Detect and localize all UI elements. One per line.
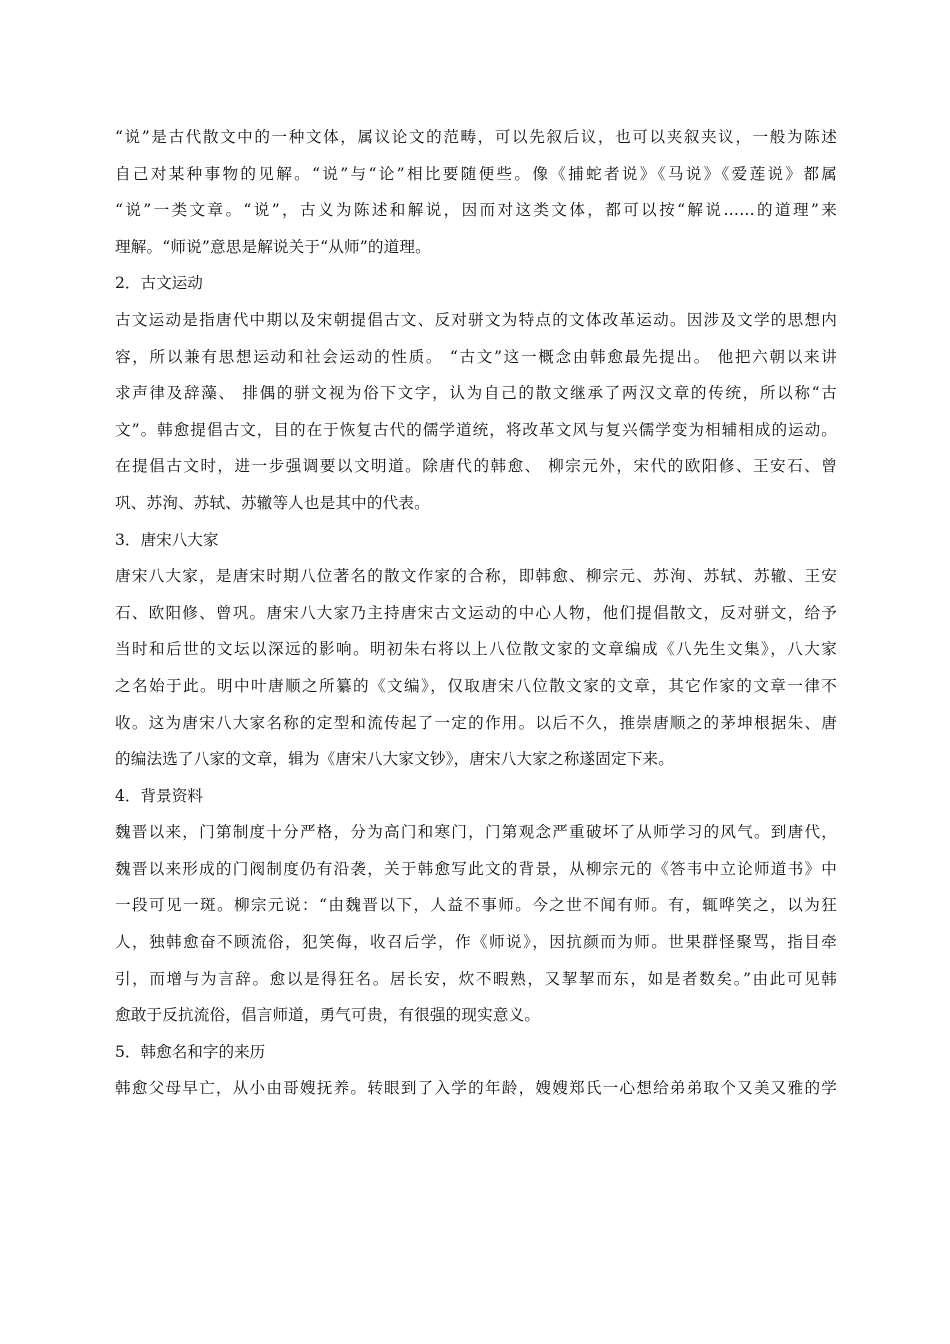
paragraph-line: 理解。“师说”意思是解说关于“从师”的道理。 <box>115 237 431 256</box>
paragraph-line: 当时和后世的文坛以深远的影响。明初朱右将以上八位散文家的文章编成《八先生文集》，八大家 <box>115 640 837 659</box>
paragraph-line: 容，所以兼有思想运动和社会运动的性质。 “古文”这一概念由韩愈最先提出。 他把六朝以来讲 <box>115 347 837 366</box>
paragraph-line: “说”是古代散文中的一种文体，属议论文的范畴，可以先叙后议，也可以夹叙夹议，一般为陈述 <box>115 128 837 146</box>
paragraph-line: 魏晋以来形成的门阀制度仍有沿袭，关于韩愈写此文的背景，从柳宗元的《答韦中立论师道书》中 <box>115 859 837 878</box>
paragraph-line: 石、欧阳修、曾巩。唐宋八大家乃主持唐宋古文运动的中心人物，他们提倡散文，反对骈文，给予 <box>115 603 837 622</box>
paragraph-line: 的编法选了八家的文章，辑为《唐宋八大家文钞》，唐宋八大家之称遂固定下来。 <box>115 750 674 769</box>
paragraph-line: 魏晋以来，门第制度十分严格，分为高门和寒门，门第观念严重破坏了从师学习的风气。到唐代， <box>115 823 837 842</box>
paragraph-line: 韩愈父母早亡，从小由哥嫂抚养。转眼到了入学的年龄，嫂嫂郑氏一心想给弟弟取个又美又雅的学 <box>115 1079 837 1098</box>
paragraph-line: 古文运动是指唐代中期以及宋朝提倡古文、反对骈文为特点的文体改革运动。因涉及文学的思想内 <box>115 310 837 329</box>
paragraph-line: 巩、苏洵、苏轼、苏辙等人也是其中的代表。 <box>115 493 430 512</box>
paragraph-line: 之名始于此。明中叶唐顺之所纂的《文编》，仅取唐宋八位散文家的文章，其它作家的文章一律不 <box>115 676 837 695</box>
paragraph-line: 收。这为唐宋八大家名称的定型和流传起了一定的作用。以后不久，推崇唐顺之的茅坤根据朱、唐 <box>115 713 837 732</box>
paragraph-line: 人，独韩愈奋不顾流俗，犯笑侮，收召后学，作《师说》，因抗颜而为师。世果群怪聚骂，指目牵 <box>115 933 837 952</box>
section-heading: 5．韩愈名和字的来历 <box>115 1042 266 1061</box>
paragraph-line: 引，而增与为言辞。愈以是得狂名。居长安，炊不暇熟，又挈挈而东，如是者数矣。”由此可见韩 <box>115 969 837 988</box>
section-heading: 2．古文运动 <box>115 274 203 293</box>
paragraph-line: 在提倡古文时，进一步强调要以文明道。除唐代的韩愈、 柳宗元外，宋代的欧阳修、王安石、曾 <box>115 457 837 476</box>
paragraph-line: 文”。韩愈提倡古文，目的在于恢复古代的儒学道统，将改革文风与复兴儒学变为相辅相成的运动。 <box>115 420 837 439</box>
section-han-yu-name <box>115 1034 837 1107</box>
paragraph-line: “说”一类文章。“说”，古义为陈述和解说，因而对这类文体，都可以按“解说……的道理”来 <box>115 201 837 220</box>
paragraph-line: 一段可见一斑。柳宗元说：“由魏晋以下，人益不事师。今之世不闻有师。有，辄哗笑之，以为狂 <box>115 896 837 915</box>
section-eight-masters <box>115 522 837 778</box>
section-shuo-definition <box>115 119 837 265</box>
section-heading: 3．唐宋八大家 <box>115 530 219 549</box>
section-background <box>115 778 837 1034</box>
section-heading: 4．背景资料 <box>115 786 203 805</box>
section-guwen-movement <box>115 265 837 521</box>
paragraph-line: 自己对某种事物的见解。“说”与“论”相比要随便些。像《捕蛇者说》《马说》《爱莲说》都属 <box>115 164 837 183</box>
document-body <box>115 119 837 1107</box>
paragraph-line: 唐宋八大家，是唐宋时期八位著名的散文作家的合称，即韩愈、柳宗元、苏洵、苏轼、苏辙、王安 <box>115 567 837 586</box>
paragraph-line: 求声律及辞藻、 排偶的骈文视为俗下文字，认为自己的散文继承了两汉文章的传统，所以称“古 <box>115 384 837 403</box>
paragraph-line: 愈敢于反抗流俗，倡言师道，勇气可贵，有很强的现实意义。 <box>115 1006 541 1025</box>
